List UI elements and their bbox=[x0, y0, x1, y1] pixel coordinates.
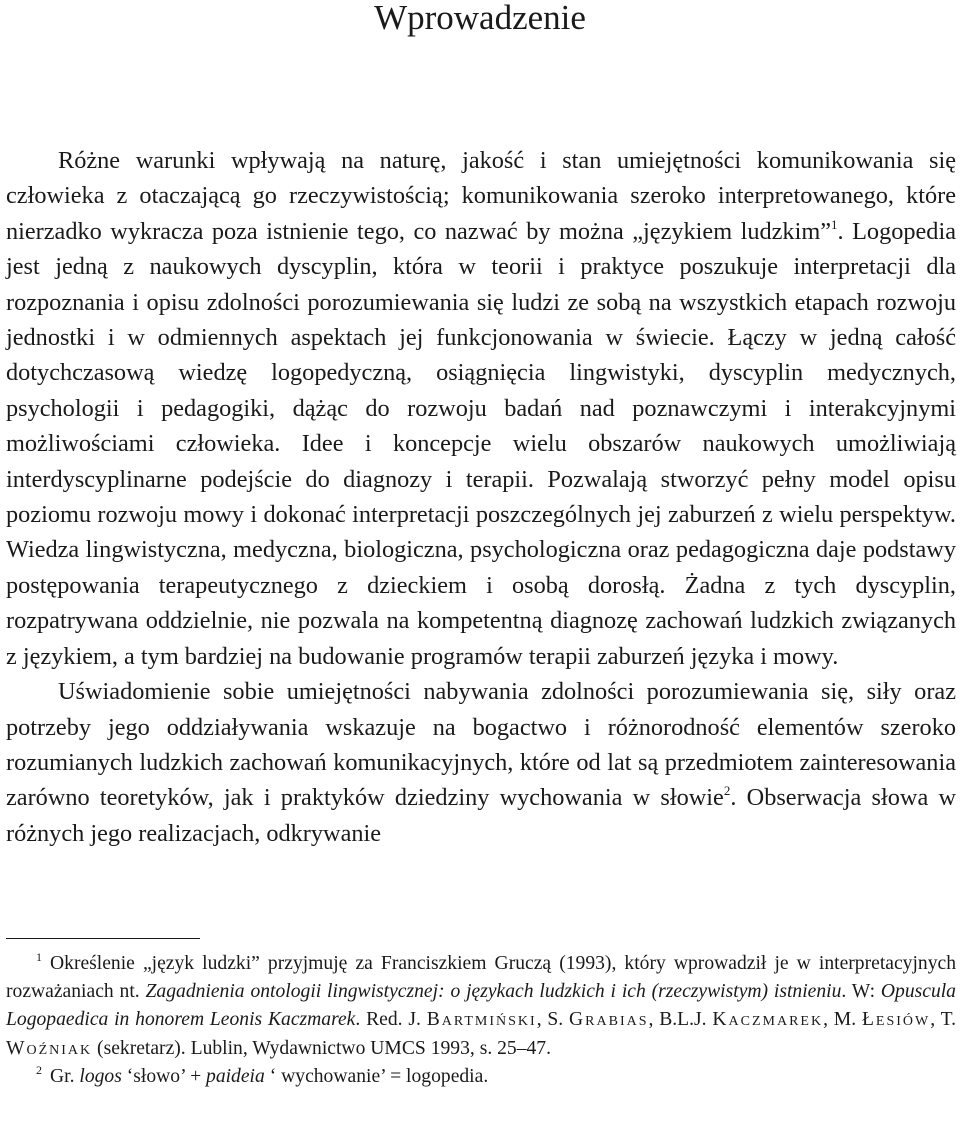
footnote-ref-1[interactable]: 1 bbox=[831, 216, 838, 232]
footnote-2-text-1: Gr. bbox=[50, 1065, 80, 1087]
paragraph-1-text-b: . Logopedia jest jedną z naukowych dyscyplin, która w teorii i praktyce poszukuje interpretacji dla rozpoznania i opisu zdolności porozumiewania się ludzi ze sobą na wszystkich etapach rozwoju jednostki i w odmiennych aspektach jej funkcjonowania w świecie. Łączy w jedną całość dotychczasową wiedzę logopedyczną, osiągnięcia lingwistyki, dyscyplin medycznych, psychologii i pedagogiki, dążąc do rozwoju badań nad poznawczymi i interakcyjnymi możliwościami człowieka. Idee i koncepcje wielu obszarów naukowych umożliwiają interdyscyplinarne podejście do diagnozy i terapii. Pozwalają stworzyć pełny model opisu poziomu rozwoju mowy i dokonać interpretacji poszczególnych jej zaburzeń z wielu perspektyw. Wiedza lingwistyczna, medyczna, biologiczna, psychologiczna oraz pedagogiczna daje podstawy postępowania terapeutycznego z dzieckiem i osobą dorosłą. Żadna z tych dyscyplin, rozpatrywana oddzielnie, nie pozwala na kompetentną diagnozę zachowań ludzkich związanych z językiem, a tym bardziej na budowanie programów terapii zaburzeń języka i mowy. bbox=[6, 217, 956, 670]
footnote-1-text-8: (sekretarz). Lublin, Wydawnictwo UMCS 1993, s. 25–47. bbox=[92, 1037, 552, 1059]
paragraph-1 bbox=[6, 143, 956, 674]
footnote-separator bbox=[6, 938, 200, 939]
author-wozniak: Woźniak bbox=[6, 1037, 93, 1059]
footnote-ref-2[interactable]: 2 bbox=[723, 783, 731, 799]
footnote-2: $^2$ Gr. logos ‘słowo’ + paideia ‘ wychowanie’ = logopedia. bbox=[36, 1062, 489, 1087]
paragraph-1-text-a: Różne warunki wpływają na naturę, jakość i stan umiejętności komunikowania się człowieka z otaczającą go rzeczywistością; komunikowania szeroko interpretowanego, które nierzadko wykracza poza istnienie tego, co nazwać by można „językiem ludzkim” bbox=[6, 147, 956, 245]
footnotes bbox=[6, 950, 956, 1091]
footnote-2-text-2: ‘słowo’ + bbox=[121, 1065, 207, 1087]
footnote-1-italic-1: Zagadnienia ontologii lingwistycznej: o językach ludzkich i ich (rzeczywistym) istnieniu bbox=[145, 981, 842, 1003]
footnote-1-text-7: , T. bbox=[930, 1009, 956, 1031]
chapter-title: Wprowadzenie bbox=[374, 0, 586, 37]
footnote-2-italic-1: logos bbox=[79, 1065, 122, 1087]
paragraph-2 bbox=[6, 674, 956, 851]
footnote-1: $^1$ Określenie „język ludzki” przyjmuję za Franciszkiem Gruczą (1993), który wprowadził je w interpretacyjnych rozważaniach nt. Zagadnienia ontologii lingwistycznej: o językach ludzkich i ich (rzeczywistym) istnieniu. W: Opuscula Logopaedica in honorem Leonis Kaczmarek. Red. J. Bartmiński, S. Grabias, B.L.J. Kaczmarek, M. Łesiów, T. Woźniak (sekretarz). Lublin, Wydawnictwo UMCS 1993, s. 25–47. bbox=[6, 950, 956, 1059]
author-bartminski: Bartmiński bbox=[426, 1009, 537, 1031]
footnote-1-text-1: Określenie „język ludzki” przyjmuję za Franciszkiem Gruczą (1993), który wprowadził je w interpretacyjnych rozważaniach nt. bbox=[6, 953, 956, 1003]
footnote-1-text-2: . W: bbox=[841, 981, 881, 1003]
body-text bbox=[6, 143, 956, 851]
footnote-2-italic-2: paideia bbox=[206, 1065, 265, 1087]
footnote-1-text-6: , M. bbox=[823, 1009, 862, 1031]
author-lesiow: Łesiów bbox=[861, 1009, 931, 1031]
footnote-1-text-3: . Red. J. bbox=[355, 1009, 427, 1031]
footnote-1-italic-2: Opuscula Logopaedica in honorem Leonis Kaczmarek bbox=[6, 981, 956, 1031]
footnote-2-text-3: ‘ wychowanie’ = logopedia. bbox=[264, 1065, 489, 1087]
footnote-1-text-5: , B.L.J. bbox=[648, 1009, 713, 1031]
paragraph-2-text-a: Uświadomienie sobie umiejętności nabywania zdolności porozumiewania się, siły oraz potrzeby jego oddziaływania wskazuje na bogactwo i różnorodność elementów szeroko rozumianych ludzkich zachowań komunikacyjnych, które od lat są przedmiotem zainteresowania zarówno teoretyków, jak i praktyków dziedziny wychowania w słowie bbox=[6, 678, 956, 812]
paragraph-2-text-b: . Obserwacja słowa w różnych jego realizacjach, odkrywanie bbox=[6, 784, 957, 847]
author-grabias: Grabias bbox=[569, 1009, 649, 1031]
author-kaczmarek: Kaczmarek bbox=[712, 1009, 824, 1031]
footnote-1-text-4: , S. bbox=[536, 1009, 570, 1031]
